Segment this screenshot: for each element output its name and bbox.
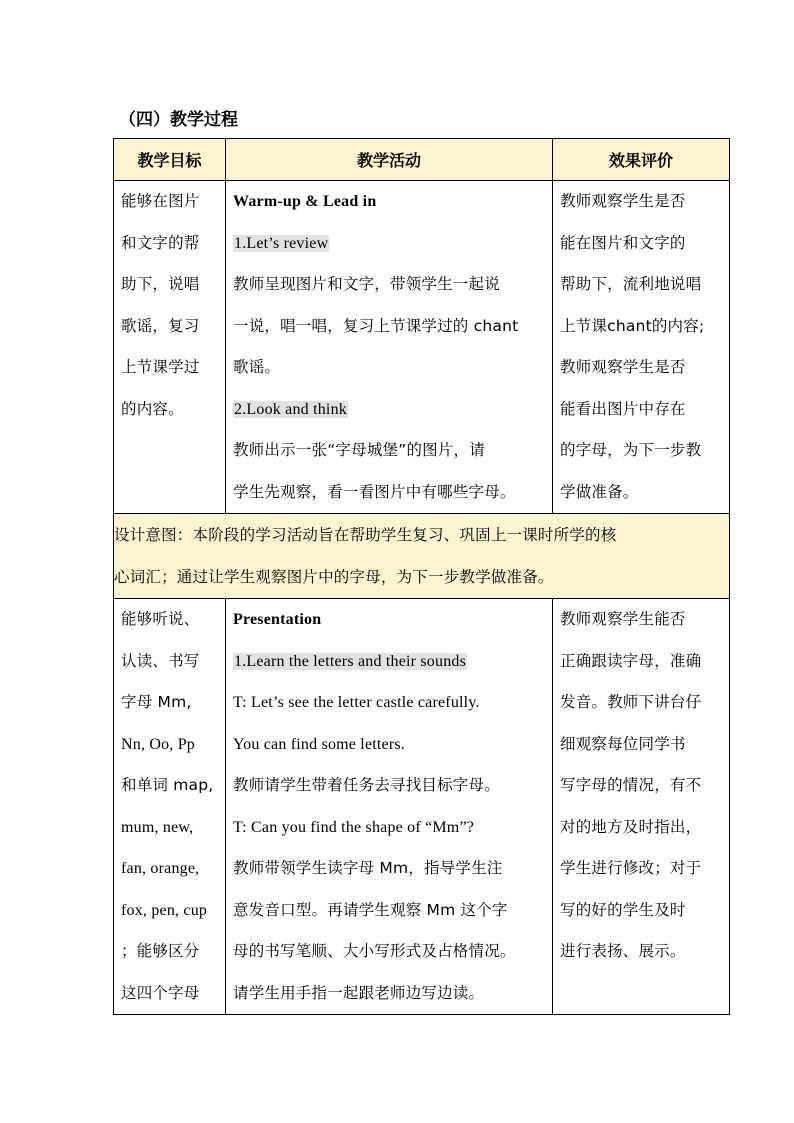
evaluation-line: 学生进行修改；对于 bbox=[560, 859, 702, 877]
activity-title: Warm-up & Lead in bbox=[233, 193, 377, 210]
evaluation-line: 正确跟读字母，准确 bbox=[560, 651, 702, 670]
goal-cell bbox=[114, 181, 226, 514]
design-intent-cell bbox=[114, 514, 730, 599]
activity-line: 教师呈现图片和文字，带领学生一起说 bbox=[233, 275, 500, 293]
table-header-row bbox=[114, 139, 730, 181]
goal-line: 和单词 map, bbox=[121, 776, 214, 794]
goal-line: 歌谣，复习 bbox=[121, 316, 200, 335]
evaluation-line: 进行表扬、展示。 bbox=[560, 942, 686, 960]
goal-line: Nn, Oo, Pp bbox=[121, 735, 196, 753]
evaluation-line: 教师观察学生是否 bbox=[560, 358, 686, 376]
design-intent-line: 心词汇；通过让学生观察图片中的字母，为下一步教学做准备。 bbox=[114, 568, 554, 586]
evaluation-line: 发音。教师下讲台仔 bbox=[560, 693, 702, 711]
activity-step-label: 1.Let’s review bbox=[234, 234, 329, 252]
activity-line: 教师带领学生读字母 Mm，指导学生注 bbox=[233, 859, 503, 877]
activity-line: You can find some letters. bbox=[233, 735, 405, 753]
activity-cell bbox=[226, 181, 553, 514]
section-heading: （四）教学过程 bbox=[119, 110, 238, 130]
header-activity: 教学活动 bbox=[226, 139, 553, 181]
evaluation-line: 写字母的情况，有不 bbox=[560, 776, 702, 794]
goal-line: 能够在图片 bbox=[121, 192, 200, 210]
goal-line: 上节课学过 bbox=[121, 358, 200, 376]
goal-line: fan, orange, bbox=[121, 860, 200, 877]
header-goal: 教学目标 bbox=[114, 139, 226, 181]
activity-line: 意发音口型。再请学生观察 Mm 这个字 bbox=[233, 900, 508, 919]
goal-line: 认读、书写 bbox=[121, 651, 200, 670]
evaluation-line: 上节课chant的内容; bbox=[560, 316, 705, 335]
evaluation-line: 教师观察学生能否 bbox=[560, 610, 686, 628]
goal-cell bbox=[114, 599, 226, 1015]
goal-line: 助下，说唱 bbox=[121, 275, 200, 293]
goal-line: 的内容。 bbox=[121, 399, 184, 418]
activity-line: 一说，唱一唱，复习上节课学过的 chant bbox=[233, 316, 519, 335]
evaluation-line: 教师观察学生是否 bbox=[560, 192, 686, 210]
activity-line: T: Can you find the shape of “Mm”? bbox=[233, 818, 475, 836]
activity-line: 教师请学生带着任务去寻找目标字母。 bbox=[233, 776, 500, 794]
goal-line: 能够听说、 bbox=[121, 610, 200, 628]
goal-line: 这四个字母 bbox=[121, 983, 200, 1002]
table-row-warmup bbox=[114, 181, 730, 514]
activity-step-label: 2.Look and think bbox=[234, 400, 347, 418]
header-evaluation: 效果评价 bbox=[553, 139, 730, 181]
design-intent-line: 设计意图：本阶段的学习活动旨在帮助学生复习、巩固上一课时所学的核 bbox=[114, 526, 617, 544]
goal-line: 和文字的帮 bbox=[121, 233, 200, 252]
activity-cell bbox=[226, 599, 553, 1015]
evaluation-line: 细观察每位同学书 bbox=[560, 734, 686, 753]
goal-line: 字母 Mm, bbox=[121, 693, 192, 711]
activity-line: 教师出示一张“字母城堡”的图片，请 bbox=[233, 441, 485, 459]
activity-line: 请学生用手指一起跟老师边写边读。 bbox=[233, 983, 485, 1002]
goal-line: mum, new, bbox=[121, 818, 194, 836]
design-intent-row bbox=[114, 514, 730, 599]
evaluation-line: 写的好的学生及时 bbox=[560, 900, 686, 919]
activity-line: 歌谣。 bbox=[233, 358, 281, 376]
table-row-presentation bbox=[114, 599, 730, 1015]
activity-step-label: 1.Learn the letters and their sounds bbox=[234, 652, 467, 670]
teaching-process-table bbox=[113, 138, 730, 1015]
goal-line: fox, pen, cup bbox=[121, 901, 208, 919]
activity-line: 学生先观察，看一看图片中有哪些字母。 bbox=[233, 482, 516, 501]
activity-line: T: Let’s see the letter castle carefully. bbox=[233, 694, 480, 711]
evaluation-cell bbox=[553, 181, 730, 514]
evaluation-line: 能看出图片中存在 bbox=[560, 399, 686, 418]
evaluation-cell bbox=[553, 599, 730, 1015]
evaluation-line: 帮助下，流利地说唱 bbox=[560, 275, 702, 293]
activity-line: 母的书写笔顺、大小写形式及占格情况。 bbox=[233, 942, 516, 960]
evaluation-line: 学做准备。 bbox=[560, 482, 639, 501]
evaluation-line: 能在图片和文字的 bbox=[560, 233, 686, 252]
evaluation-line: 的字母，为下一步教 bbox=[560, 441, 702, 459]
goal-line: ；能够区分 bbox=[121, 942, 200, 960]
evaluation-line: 对的地方及时指出， bbox=[560, 817, 702, 836]
activity-title: Presentation bbox=[233, 611, 322, 628]
